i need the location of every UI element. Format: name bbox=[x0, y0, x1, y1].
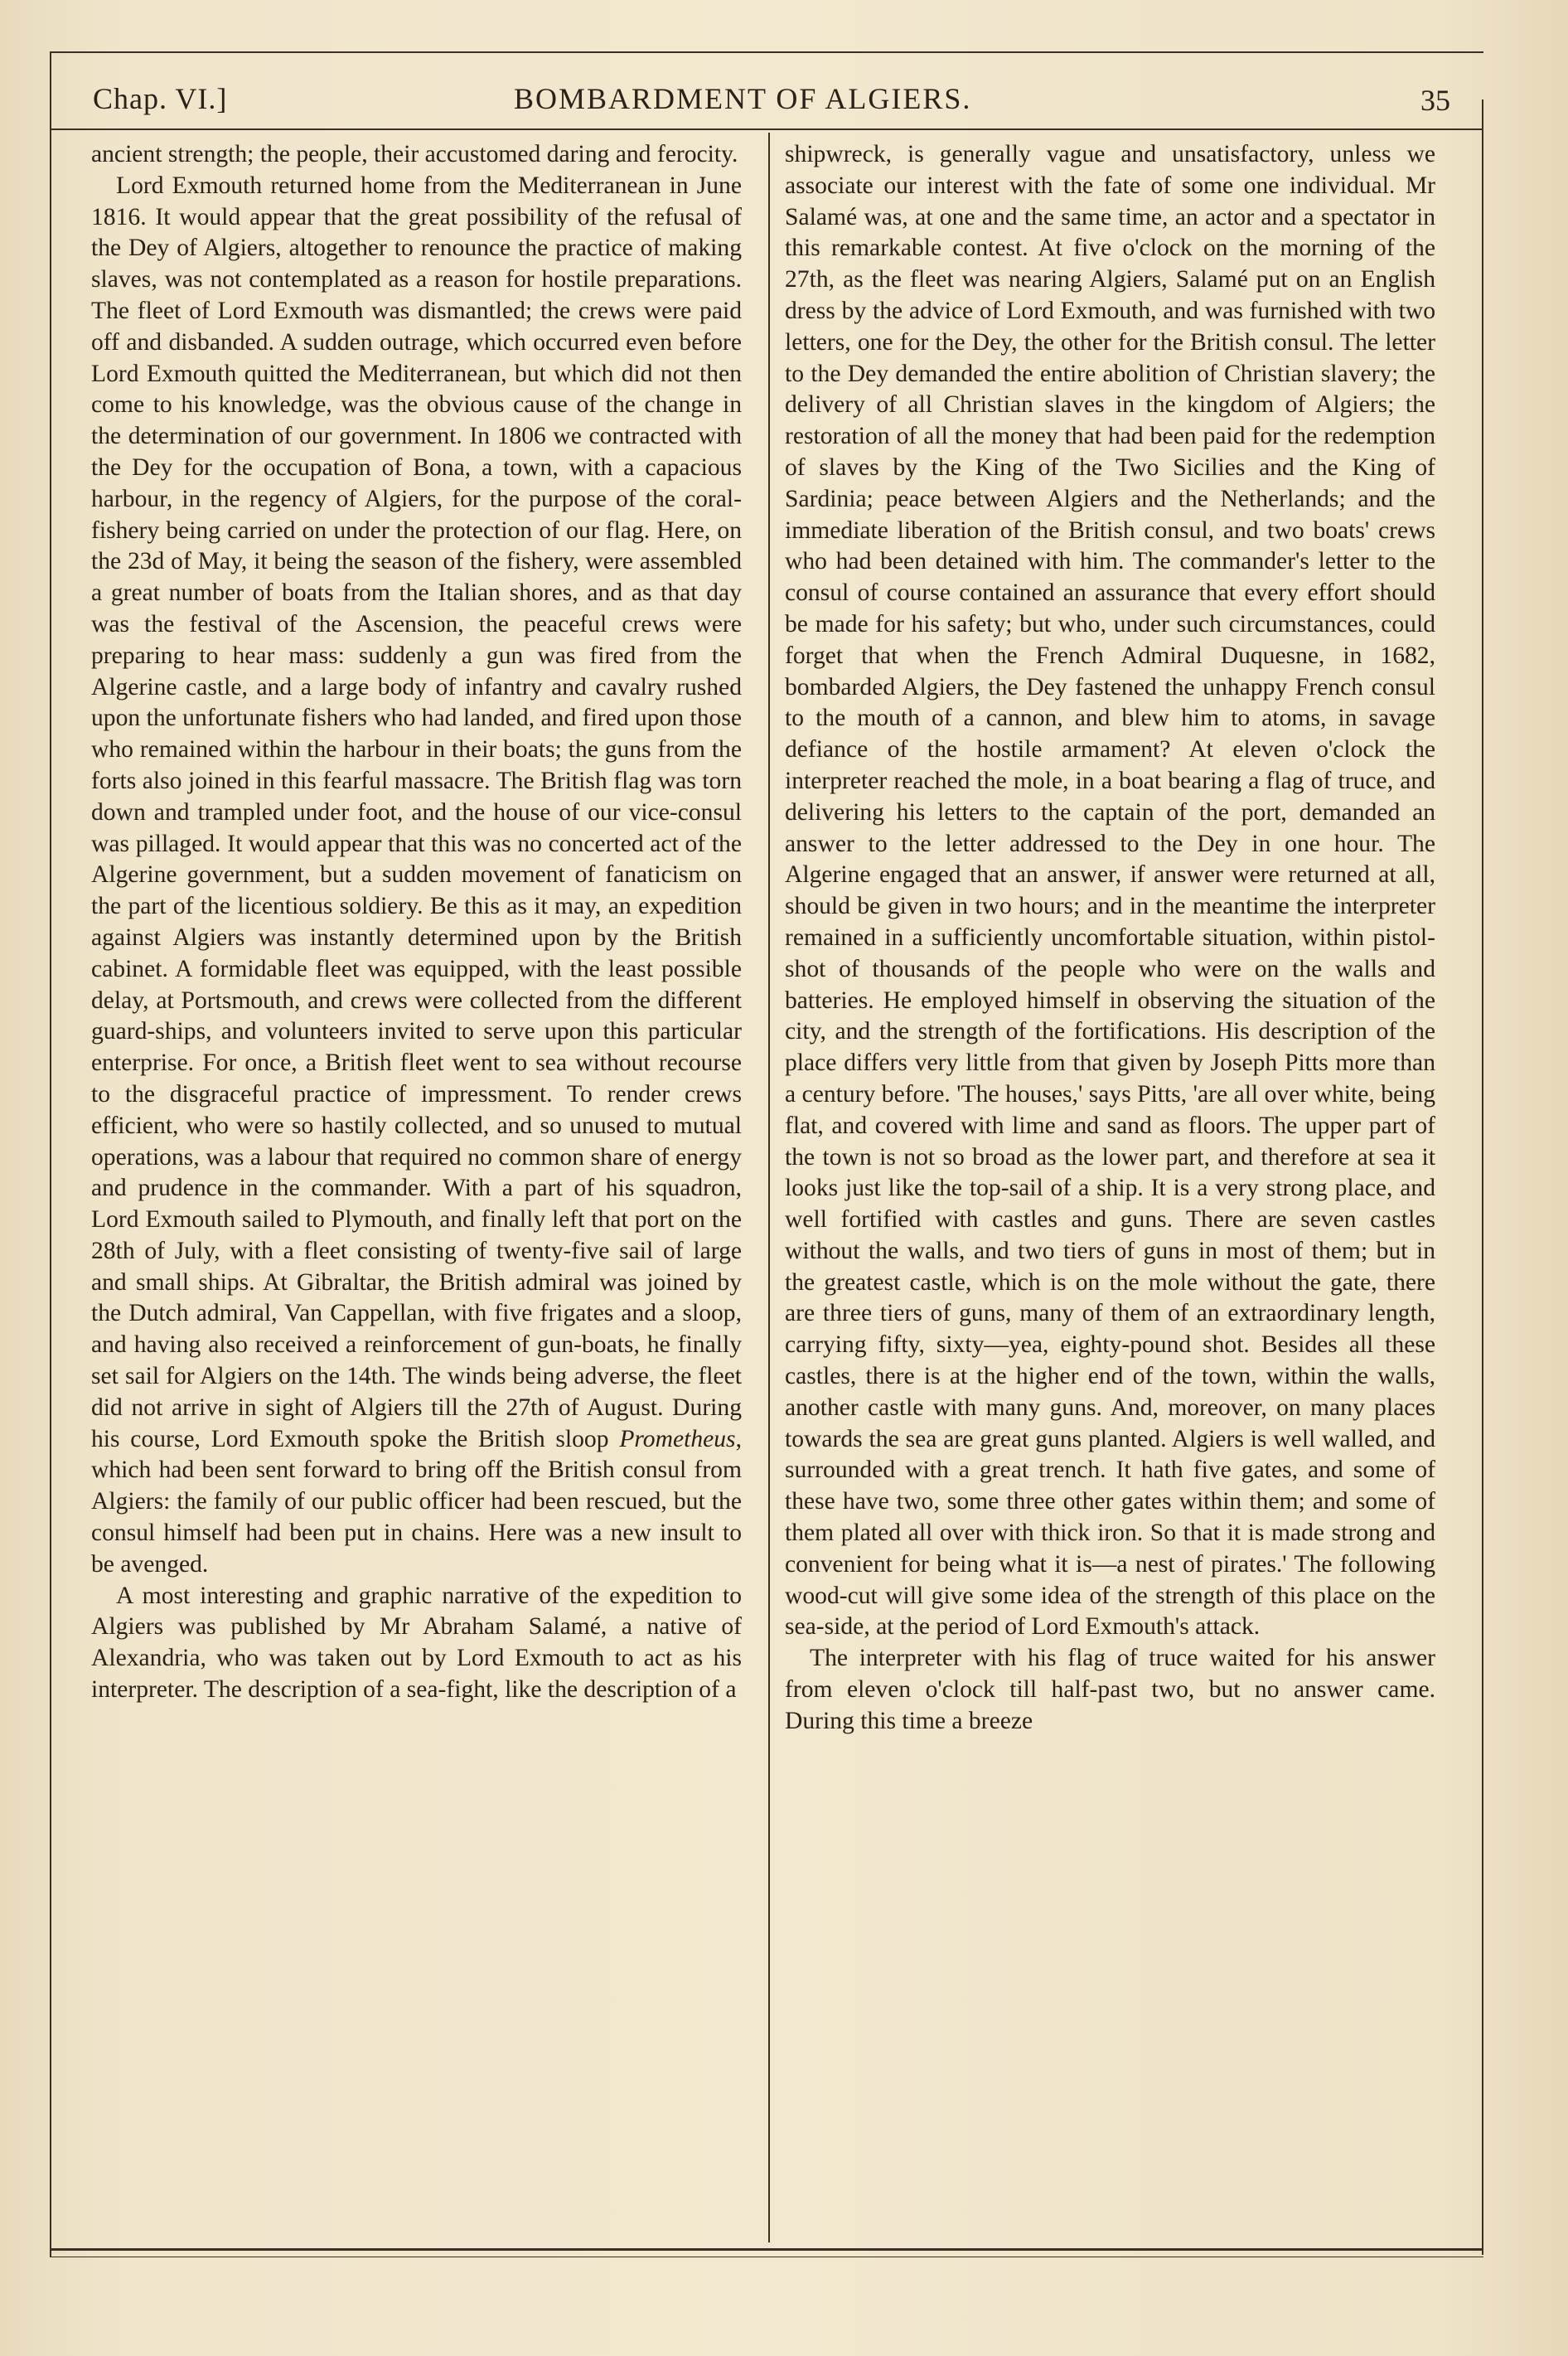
right-column bbox=[785, 139, 1435, 2237]
paragraph-text: , which had been sent forward to bring off the British consul from Algiers: the family of our public officer had been rescued, but the consul himself had been put in chains. Here was a new insult to be avenged. bbox=[91, 1425, 742, 1578]
frame-top-border bbox=[50, 51, 1483, 53]
header-rule bbox=[50, 128, 1483, 130]
paragraph: ancient strength; the people, their accustomed daring and ferocity. bbox=[91, 141, 738, 167]
page-number: 35 bbox=[1420, 84, 1450, 117]
paragraph: shipwreck, is generally vague and unsatisfactory, unless we associate our interest with the fate of some one individual. Mr Salamé was, at one and the same time, an actor and a spectator in this remarkable contest. At five o'clock on the morning of the 27th, as the fleet was nearing Algiers, Salamé put on an English dress by the advice of Lord Exmouth, and was furnished with two letters, one for the Dey, the other for the British consul. The letter to the Dey demanded the entire abolition of Christian slavery; the delivery of all Christian slaves in the kingdom of Algiers; the restoration of all the money that had been paid for the redemption of slaves by the King of the Two Sicilies and the King of Sardinia; peace between Algiers and the Netherlands; and the immediate liberation of the British consul, and two boats' crews who had been detained with him. The commander's letter to the consul of course contained an assurance that every effort should be made for his safety; but who, under such circumstances, could forget that when the French Admiral Duquesne, in 1682, bombarded Algiers, the Dey fastened the unhappy French consul to the mouth of a cannon, and blew him to atoms, in savage defiance of the hostile armament? At eleven o'clock the interpreter reached the mole, in a boat bearing a flag of truce, and delivering his letters to the captain of the port, demanded an answer to the letter addressed to the Dey in one hour. The Algerine engaged that an answer, if answer were returned at all, should be given in two hours; and in the meantime the interpreter remained in a sufficiently uncomfortable situation, within pistol-shot of thousands of the people who were on the walls and batteries. He employed himself in observing the situation of the city, and the strength of the fortifications. His description of the place differs very little from that given by Joseph Pitts more than a century before. 'The houses,' says Pitts, 'are all over white, being flat, and covered with lime and sand as floors. The upper part of the town is not so broad as the lower part, and therefore at sea it looks just like the top-sail of a ship. It is a very strong place, and well fortified with castles and guns. There are seven castles without the walls, and two tiers of guns in most of them; but in the greatest castle, which is on the mole without the gate, there are three tiers of guns, many of them of an extraordinary length, carrying fifty, sixty—yea, eighty-pound shot. Besides all these castles, there is at the higher end of the town, within the walls, another castle with many guns. And, moreover, on many places towards the sea are great guns planted. Algiers is well walled, and surrounded with a great trench. It hath five gates, and some of these have two, some three other gates within them; and some of them plated all over with thick iron. So that it is made strong and convenient for being what it is—a nest of pirates.' The following wood-cut will give some idea of the strength of this place on the sea-side, at the period of Lord Exmouth's attack. bbox=[785, 141, 1435, 1641]
chapter-label: Chap. VI.] bbox=[93, 82, 228, 115]
paragraph-text: Lord Exmouth returned home from the Mediterranean in June 1816. It would appear that the great possibility of the refusal of the Dey of Algiers, altogether to renounce the practice of making slaves, was not contemplated as a reason for hostile preparations. The fleet of Lord Exmouth was dismantled; the crews were paid off and disbanded. A sudden outrage, which occurred even before Lord Exmouth quitted the Mediterranean, but which did not then come to his knowledge, was the obvious cause of the change in the determination of our government. In 1806 we contracted with the Dey for the occupation of Bona, a town, with a capacious harbour, in the regency of Algiers, for the purpose of the coral-fishery being carried on under the protection of our flag. Here, on the 23d of May, it being the season of the fishery, were assembled a great number of boats from the Italian shores, and as that day was the festival of the Ascension, the peaceful crews were preparing to hear mass: suddenly a gun was fired from the Algerine castle, and a large body of infantry and cavalry rushed upon the unfortunate fishers who had landed, and fired upon those who remained within the harbour in their boats; the guns from the forts also joined in this fearful massacre. The British flag was torn down and trampled under foot, and the house of our vice-consul was pillaged. It would appear that this was no concerted act of the Algerine government, but a sudden movement of fanaticism on the part of the licentious soldiery. Be this as it may, an expedition against Algiers was instantly determined upon by the British cabinet. A formidable fleet was equipped, with the least possible delay, at Portsmouth, and crews were collected from the different guard-ships, and volunteers invited to serve upon this particular enterprise. For once, a British fleet went to sea without recourse to the disgraceful practice of impressment. To render crews efficient, who were so hastily collected, and so unused to mutual operations, was a labour that required no common share of energy and prudence in the commander. With a part of his squadron, Lord Exmouth sailed to Plymouth, and finally left that port on the 28th of July, with a fleet consisting of twenty-five sail of large and small ships. At Gibraltar, the British admiral was joined by the Dutch admiral, Van Cappellan, with five frigates and a sloop, and having also received a reinforcement of gun-boats, he finally set sail for Algiers on the 14th. The winds being adverse, the fleet did not arrive in sight of Algiers till the 27th of August. During his course, Lord Exmouth spoke the British sloop bbox=[91, 172, 742, 1452]
ship-name: Prometheus bbox=[619, 1425, 736, 1452]
paragraph: The interpreter with his flag of truce waited for his answer from eleven o'clock till half-past two, but no answer came. During this time a breeze bbox=[785, 1645, 1435, 1734]
frame-left-border bbox=[50, 51, 51, 2257]
paragraph bbox=[91, 171, 742, 1581]
running-header bbox=[83, 81, 1459, 131]
frame-bottom-border bbox=[50, 2248, 1483, 2251]
column-divider bbox=[768, 133, 770, 2242]
paragraph: A most interesting and graphic narrative of the expedition to Algiers was published by Mr Abraham Salamé, a native of Alexandria, who was taken out by Lord Exmouth to act as his interpreter. The description of a sea-fight, like the description of a bbox=[91, 1582, 742, 1704]
left-column bbox=[91, 139, 742, 2237]
frame-right-border bbox=[1482, 99, 1483, 2255]
page-title: BOMBARDMENT OF ALGIERS. bbox=[514, 82, 972, 115]
